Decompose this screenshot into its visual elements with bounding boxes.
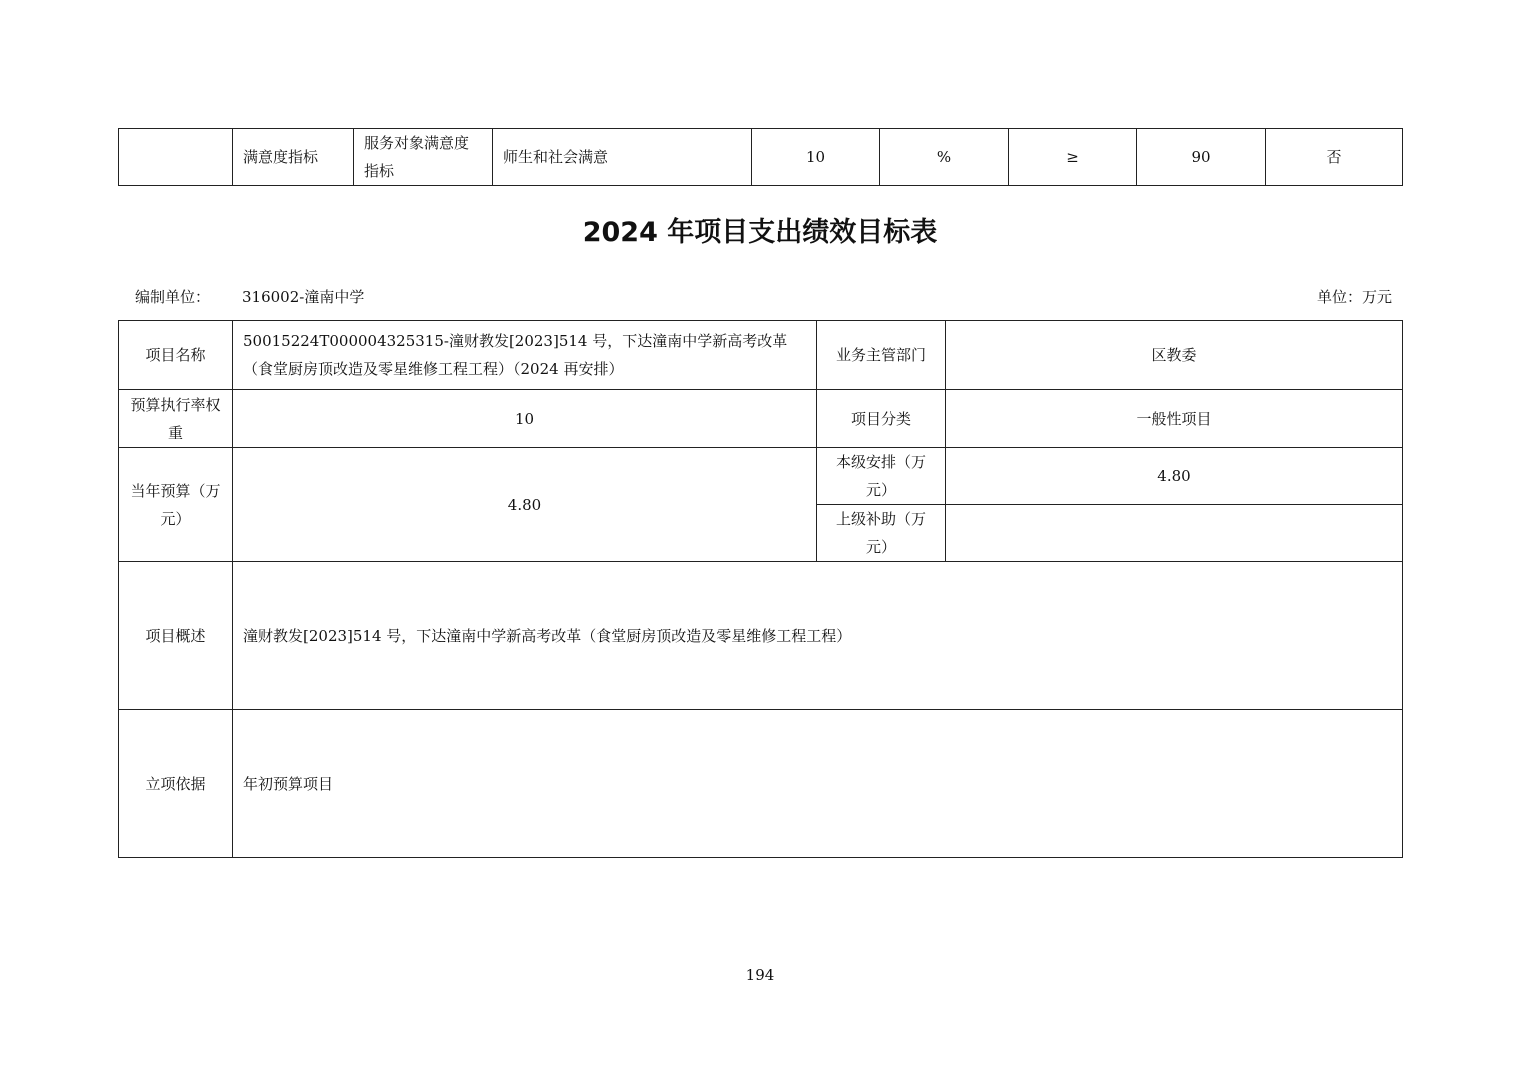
page-number: 194 xyxy=(745,966,775,984)
currency-unit: 单位：万元 xyxy=(1316,288,1392,306)
page-title: 2024 年项目支出绩效目标表 xyxy=(582,217,938,248)
table-row xyxy=(119,710,1403,858)
cell-target-value: 90 xyxy=(1137,129,1266,186)
cell-blank xyxy=(119,129,233,186)
table-row xyxy=(119,562,1403,710)
local-value: 4.80 xyxy=(946,448,1403,505)
exec-rate-label: 预算执行率权重 xyxy=(119,390,233,448)
cell-indicator-name: 师生和社会满意 xyxy=(493,129,752,186)
project-name-value: 50015224T000004325315-潼财教发[2023]514 号，下达潼南中学新高考改革（食堂厨房顶改造及零星维修工程工程）（2024 再安排） xyxy=(233,321,817,390)
cell-operator: ≥ xyxy=(1009,129,1137,186)
basis-value: 年初预算项目 xyxy=(233,710,1403,858)
budget-value: 4.80 xyxy=(233,448,817,562)
table-row xyxy=(119,321,1403,390)
cell-indicator-type: 满意度指标 xyxy=(233,129,354,186)
satisfaction-indicator-table xyxy=(118,128,1403,186)
table-row xyxy=(119,390,1403,448)
dept-label: 业务主管部门 xyxy=(817,321,946,390)
unit-value: 316002-潼南中学 xyxy=(242,288,365,306)
performance-target-table xyxy=(118,320,1403,858)
subsidy-value xyxy=(946,505,1403,562)
subsidy-label: 上级补助（万元） xyxy=(817,505,946,562)
local-label: 本级安排（万元） xyxy=(817,448,946,505)
overview-label: 项目概述 xyxy=(119,562,233,710)
category-label: 项目分类 xyxy=(817,390,946,448)
category-value: 一般性项目 xyxy=(946,390,1403,448)
overview-value: 潼财教发[2023]514 号，下达潼南中学新高考改革（食堂厨房顶改造及零星维修工程工程） xyxy=(233,562,1403,710)
exec-rate-value: 10 xyxy=(233,390,817,448)
cell-indicator-subtype: 服务对象满意度指标 xyxy=(354,129,493,186)
cell-weight: 10 xyxy=(752,129,880,186)
basis-label: 立项依据 xyxy=(119,710,233,858)
table-row xyxy=(119,129,1403,186)
table-row xyxy=(119,448,1403,505)
cell-core-indicator: 否 xyxy=(1266,129,1403,186)
cell-unit: % xyxy=(880,129,1009,186)
dept-value: 区教委 xyxy=(946,321,1403,390)
project-name-label: 项目名称 xyxy=(119,321,233,390)
budget-label: 当年预算（万元） xyxy=(119,448,233,562)
unit-label: 编制单位： xyxy=(135,288,211,306)
